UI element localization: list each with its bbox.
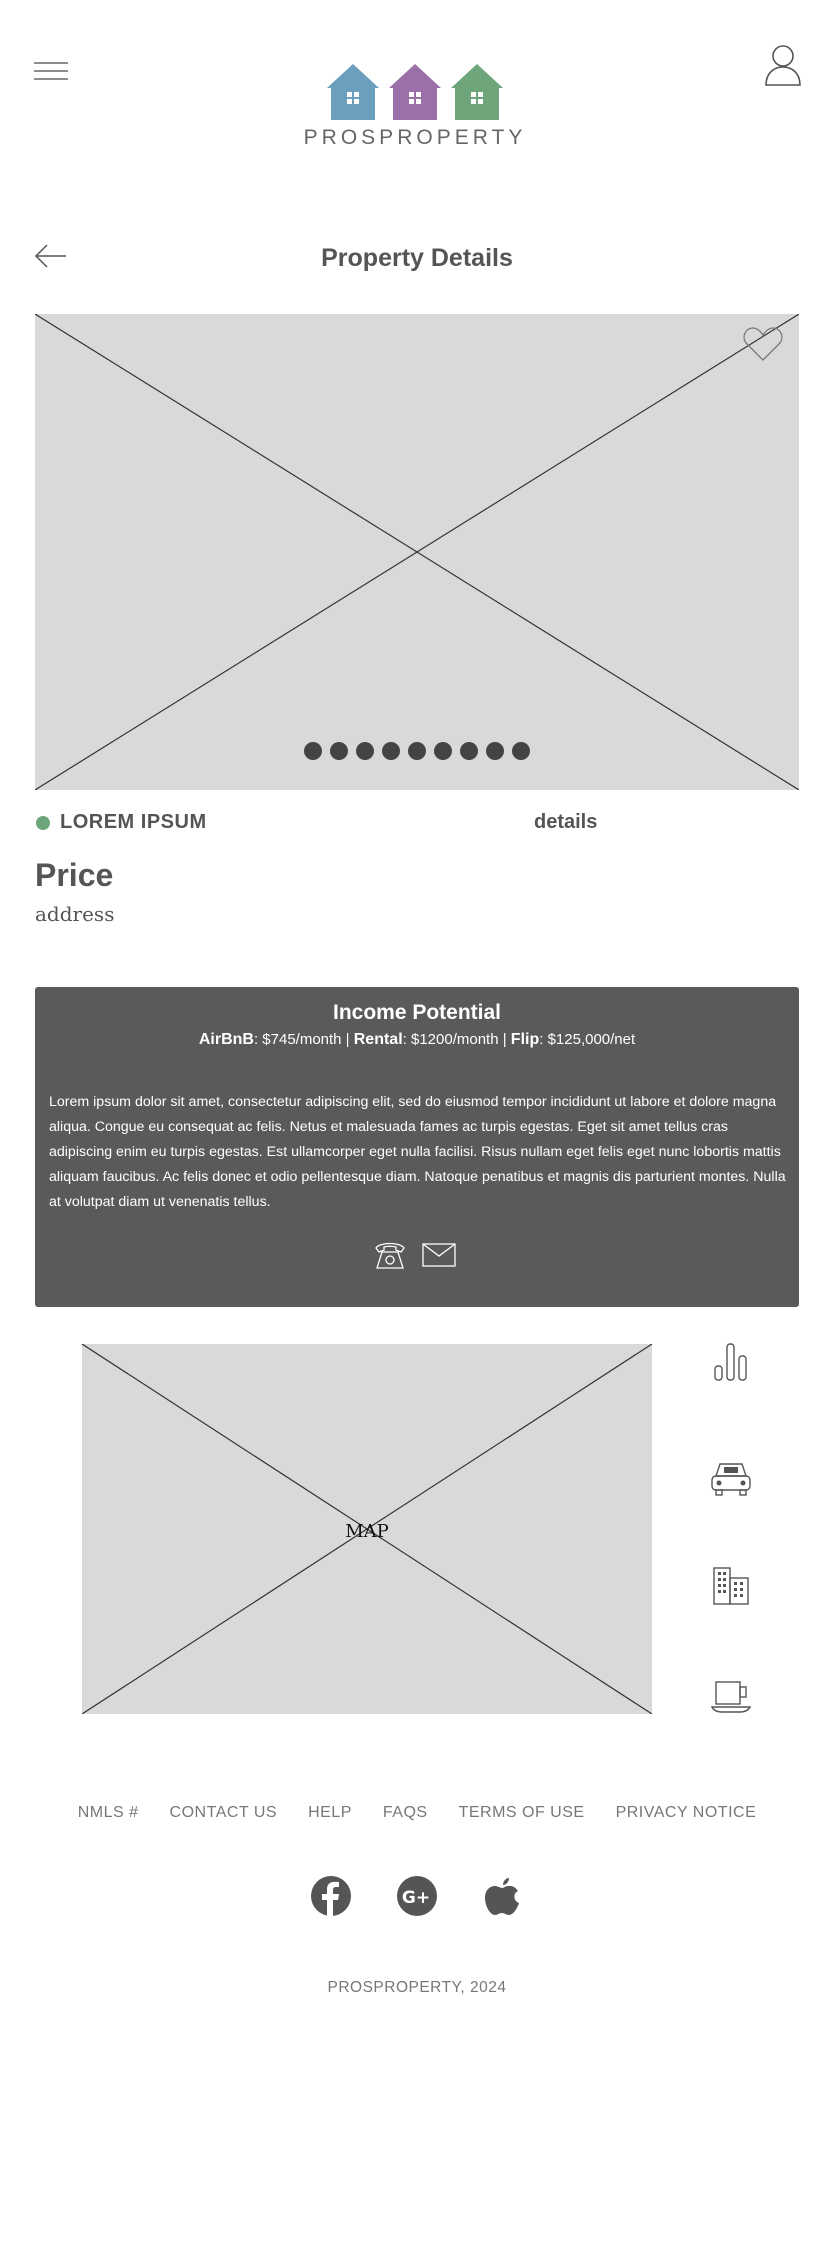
gallery-dot[interactable] — [408, 742, 426, 760]
map-label: MAP — [345, 1521, 389, 1542]
houses-logo-icon — [327, 64, 503, 120]
google-plus-icon[interactable] — [396, 1872, 438, 1918]
footer-link-help[interactable]: HELP — [308, 1804, 352, 1821]
hamburger-menu-icon[interactable] — [34, 60, 68, 82]
phone-icon[interactable] — [374, 1238, 406, 1270]
footer-link-contact[interactable]: CONTACT US — [169, 1804, 278, 1821]
mail-icon[interactable] — [422, 1243, 456, 1267]
gallery-dot[interactable] — [460, 742, 478, 760]
map-placeholder[interactable] — [82, 1344, 652, 1714]
coffee-cup-icon[interactable] — [710, 1674, 752, 1716]
rental-label: Rental — [353, 1031, 403, 1048]
gallery-dot[interactable] — [512, 742, 530, 760]
price: Price — [35, 857, 114, 893]
footer-nav — [0, 1804, 834, 1822]
social-links — [0, 1872, 834, 1918]
footer-link-faqs[interactable]: FAQS — [382, 1804, 428, 1821]
page-title: Property Details — [321, 244, 513, 272]
gallery-dot[interactable] — [434, 742, 452, 760]
brand-logo[interactable] — [300, 64, 530, 150]
airbnb-label: AirBnB — [198, 1031, 254, 1048]
gallery-dot[interactable] — [330, 742, 348, 760]
airbnb-value: : $745/month | — [253, 1031, 354, 1048]
car-icon[interactable] — [710, 1456, 752, 1498]
flip-label: Flip — [510, 1031, 540, 1048]
address: address — [35, 902, 115, 926]
copyright: PROSPROPERTY, 2024 — [327, 1979, 507, 1996]
status-indicator — [36, 816, 50, 830]
income-potential-panel — [35, 987, 799, 1307]
bar-chart-icon[interactable] — [710, 1340, 752, 1382]
building-icon[interactable] — [710, 1564, 752, 1606]
gallery-dot[interactable] — [486, 742, 504, 760]
user-profile-icon[interactable] — [764, 44, 802, 86]
heart-icon[interactable] — [743, 326, 783, 362]
income-title: Income Potential — [332, 1001, 502, 1024]
gallery-dot[interactable] — [304, 742, 322, 760]
details-link[interactable]: details — [534, 811, 598, 833]
svg-text:G+: G+ — [401, 1888, 431, 1908]
image-placeholder — [35, 314, 799, 790]
footer-link-privacy[interactable]: PRIVACY NOTICE — [615, 1804, 757, 1821]
gallery-pagination[interactable] — [35, 742, 799, 760]
income-description: Lorem ipsum dolor sit amet, consectetur adipiscing elit, sed do eiusmod tempor incididunt ut labore et dolore magna aliqua. Congue eu consequat ac felis. Netus et malesuada fames ac turpis egestas. Eget sit amet tellus cras adipiscing enim eu turpis egestas. Est ullamcorper eget nulla facilisi. Risus nullam eget felis eget nunc lobortis mattis aliquam faucibus. Ac felis donec et odio pellentesque diam. Natoque penatibus et magnis dis parturient montes. Nulla at volutpat diam ut venenatis tellus. — [49, 1094, 786, 1210]
brand-name: PROSPROPERTY — [303, 126, 527, 149]
gallery-dot[interactable] — [356, 742, 374, 760]
apple-icon[interactable] — [482, 1872, 524, 1918]
gallery-dot[interactable] — [382, 742, 400, 760]
flip-value: : $125,000/net — [539, 1031, 636, 1048]
facebook-icon[interactable] — [310, 1872, 352, 1918]
footer-link-nmls[interactable]: NMLS # — [77, 1804, 139, 1821]
property-image-gallery[interactable] — [35, 314, 799, 790]
rental-value: : $1200/month | — [402, 1031, 511, 1048]
footer-link-terms[interactable]: TERMS OF USE — [458, 1804, 585, 1821]
status-label: LOREM IPSUM — [60, 811, 207, 833]
income-summary — [35, 1031, 799, 1049]
